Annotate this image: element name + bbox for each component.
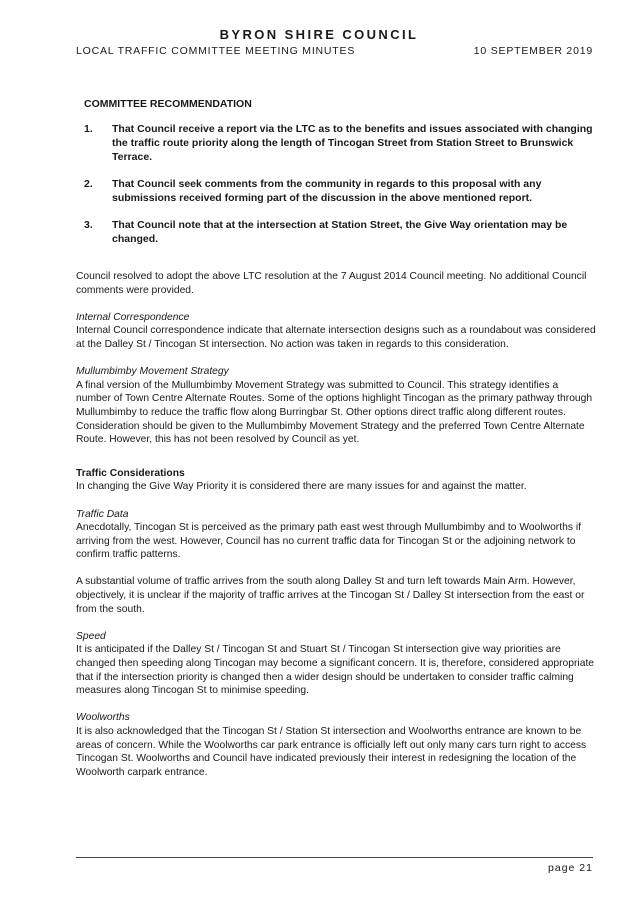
traffic-data-paragraph: Anecdotally, Tincogan St is perceived as the primary path east west through Mullumbimby and to Woolworths if arriving from the west. However, Council has no current traffic data for Tincogan St or the adjoining network to confirm traffic patterns. (76, 522, 581, 561)
traffic-data-heading: Traffic Data (76, 508, 129, 520)
meeting-title: LOCAL TRAFFIC COMMITTEE MEETING MINUTES (76, 45, 356, 57)
organization-title: BYRON SHIRE COUNCIL (219, 27, 419, 42)
recommendation-number: 2. (84, 178, 93, 190)
recommendation-item (84, 177, 604, 205)
traffic-volume-paragraph: A substantial volume of traffic arrives from the south along Dalley St and turn left towards Main Arm. However, objectively, it is unclear if the majority of traffic arrives at the Tincogan St / Dalley St intersection from the east or from the south. (76, 576, 585, 615)
meeting-date: 10 SEPTEMBER 2019 (473, 45, 593, 57)
speed-paragraph: It is anticipated if the Dalley St / Tincogan St and Stuart St / Tincogan St intersection give way priorities are changed then speeding along Tincogan may become a significant concern. It is, therefore, considered appropriate that if the intersection priority is changed then a wider design should be undertaken to consider traffic calming measures along Tincogan St to minimise speeding. (76, 644, 595, 697)
recommendation-text: That Council seek comments from the community in regards to this proposal with any submissions received forming part of the discussion in the above mentioned report. (112, 178, 542, 204)
page-number: page 21 (548, 862, 593, 874)
speed-heading: Speed (76, 630, 106, 642)
recommendation-text: That Council receive a report via the LTC as to the benefits and issues associated with changing the traffic route priority along the length of Tincogan Street from Station Street to Brunswick Terrace. (112, 123, 593, 163)
recommendation-text: That Council note that at the intersection at Station Street, the Give Way orientation may be changed. (112, 219, 568, 245)
resolution-paragraph: Council resolved to adopt the above LTC resolution at the 7 August 2014 Council meeting. No additional Council comments were provided. (76, 271, 587, 296)
internal-correspondence-heading: Internal Correspondence (76, 311, 190, 323)
footer-divider (76, 857, 593, 858)
recommendation-item (84, 122, 604, 164)
woolworths-heading: Woolworths (76, 712, 130, 724)
woolworths-paragraph: It is also acknowledged that the Tincogan St / Station St intersection and Woolworths entrance are known to be areas of concern. While the Woolworths car park entrance is officially left out only many cars turn right to access Tincogan St. Woolworths and Council have indicated previously their interest in redesigning the location of the Woolworth carpark entrance. (76, 726, 587, 778)
recommendation-list (84, 122, 604, 259)
traffic-considerations-heading: Traffic Considerations (76, 467, 185, 479)
movement-strategy-heading: Mullumbimby Movement Strategy (76, 366, 229, 378)
traffic-considerations-paragraph: In changing the Give Way Priority it is considered there are many issues for and against the matter. (76, 481, 527, 493)
recommendation-heading: COMMITTEE RECOMMENDATION (84, 98, 252, 110)
recommendation-number: 1. (84, 123, 93, 135)
recommendation-item (84, 218, 604, 246)
movement-strategy-paragraph: A final version of the Mullumbimby Movement Strategy was submitted to Council. This strategy identifies a number of Town Centre Alternate Routes. Some of the options highlight Tincogan as the primary pathway through Mullumbimby to reduce the traffic flow along Burringbar St. Other options direct traffic along different routes. Consideration should be given to the Mullumbimby Movement Strategy and the preferred Town Centre Alternate Route. However, this has not been resolved by Council as yet. (76, 379, 593, 446)
running-header (76, 45, 593, 57)
recommendation-number: 3. (84, 219, 93, 231)
minutes-body (76, 270, 596, 793)
internal-correspondence-paragraph: Internal Council correspondence indicate that alternate intersection designs such as a roundabout was considered at the Dalley St / Tincogan St intersection. No action was taken in regards to this consideration. (76, 325, 596, 350)
